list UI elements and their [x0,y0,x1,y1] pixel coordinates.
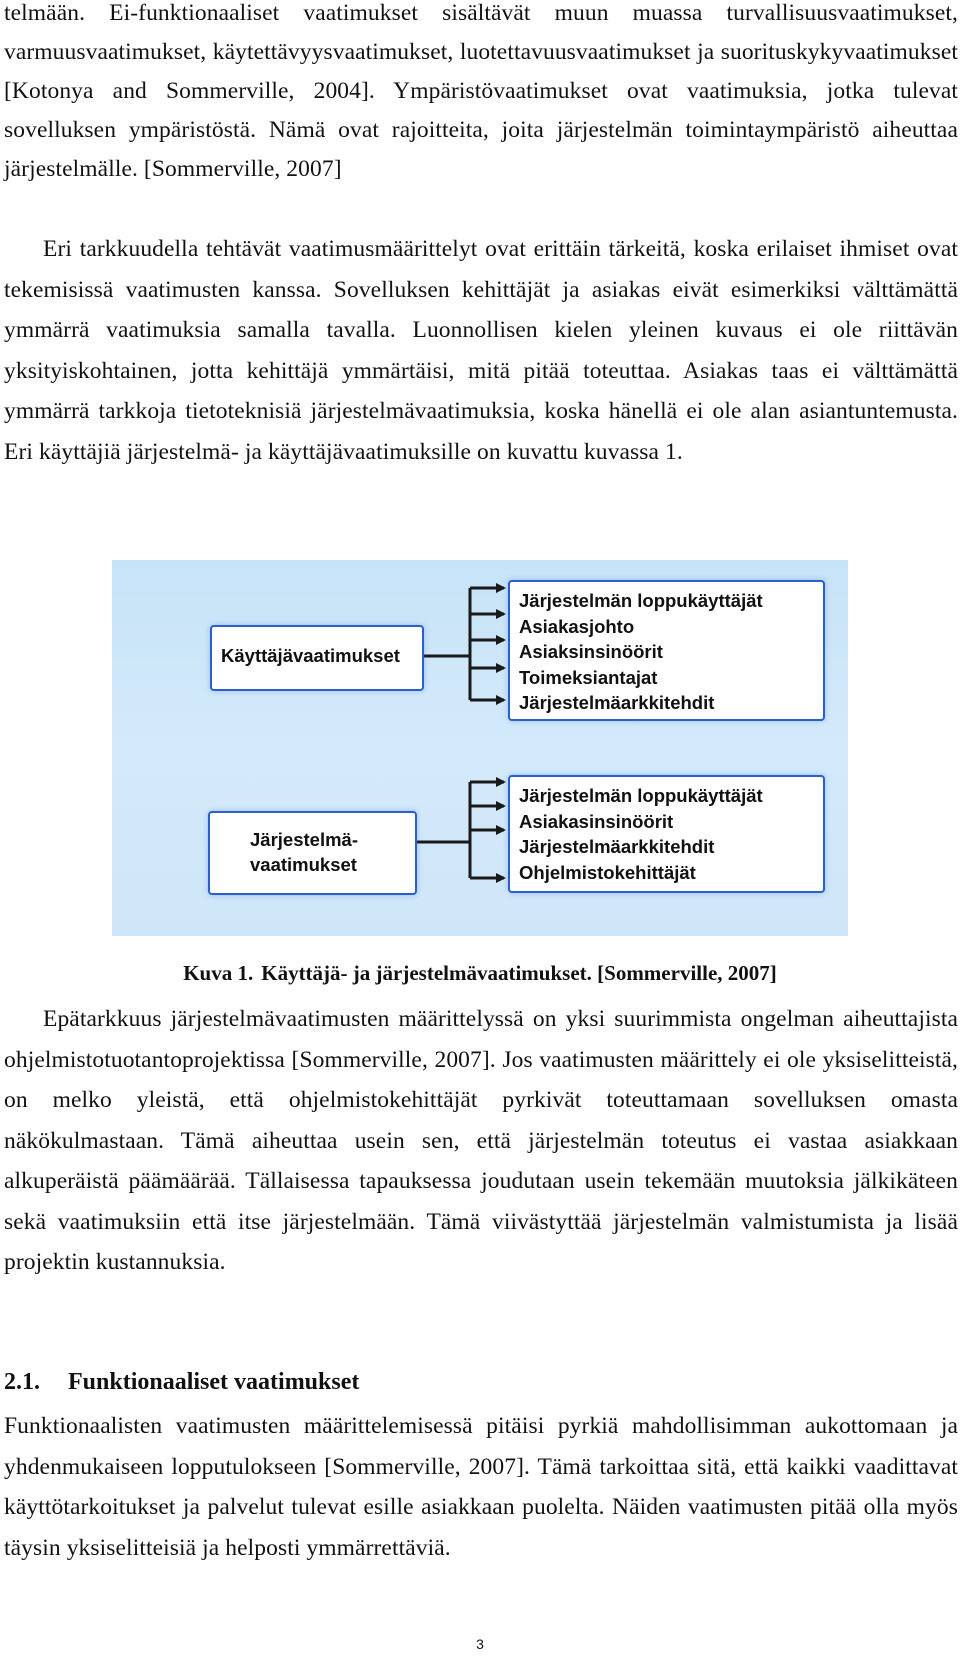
paragraph-inaccuracy: Epätarkkuus järjestelmävaatimusten määrittelyssä on yksi suurimmista ongelman aiheuttajista ohjelmistotuotantoprojektissa [Sommerville, 2007]. Jos vaatimusten määrittely ei ole yksiselitteistä, on melko yleistä, että ohjelmistokehittäjät pyrkivät toteuttamaan sovelluksen omasta näkökulmastaan. Tämä aiheuttaa usein sen, että järjestelmän toteutus ei vastaa asiakkaan alkuperäistä päämäärää. Tällaisessa tapauksessa joudutaan usein tekemään muutoksia jälkikäteen sekä vaatimuksiin että itse järjestelmään. Tämä viivästyttää järjestelmän valmistumista ja lisää projektin kustannuksia. [4,1006,958,1275]
list-item: Asiakasinsinöörit [519,810,674,832]
paragraph-functional-requirements: Funktionaalisten vaatimusten määrittelemisessä pitäisi pyrkiä mahdollisimman aukottomaan ja yhdenmukaiseen lopputulokseen [Sommerville, 2007]. Tämä tarkoittaa sitä, että kaikki vaadittavat käyttötarkoitukset ja palvelut tulevat esille asiakkaan puolelta. Näiden vaatimusten pitää olla myös täysin yksiselitteisiä ja helposti ymmärrettäviä. [4,1413,958,1561]
user-requirement-readers-box [508,580,825,721]
list-item: Järjestelmäarkkitehdit [519,692,715,713]
system-requirement-readers-list [510,777,823,885]
paragraph-requirement-precision: Eri tarkkuudella tehtävät vaatimusmäärittelyt ovat erittäin tärkeitä, koska erilaiset ihmiset ovat tekemisissä vaatimusten kanssa. Sovelluksen kehittäjät ja asiakas eivät esimerkiksi välttämättä ymmärrä vaatimuksia samalla tavalla. Luonnollisen kielen yleinen kuvaus ei ole riittävän yksityiskohtainen, jotta kehittäjä ymmärtäisi, mitä pitää toteuttaa. Asiakas taas ei välttämättä ymmärrä tarkkoja tietoteknisiä järjestelmävaatimuksia, koska hänellä ei ole alan asiantuntemusta. Eri käyttäjiä järjestelmä- ja käyttäjävaatimuksille on kuvattu kuvassa 1. [4,236,958,465]
caption-text: Käyttäjä- ja järjestelmävaatimukset. [Sommerville, 2007] [261,961,777,985]
intro-paragraph: telmään. Ei-funktionaaliset vaatimukset sisältävät muun muassa turvallisuusvaatimukset, varmuusvaatimukset, käytettävyysvaatimukset, luotettavuusvaatimukset ja suorituskykyvaatimukset [Kotonya and Sommerville, 2004]. Ympäristövaatimukset ovat vaatimuksia, jotka tulevat sovelluksen ympäristöstä. Nämä ovat rajoitteita, joita järjestelmän toimintaympäristö aiheuttaa järjestelmälle. [Sommerville, 2007] [4,0,958,182]
list-item: Asiakasjohto [519,615,635,637]
caption-label: Kuva 1. [183,961,254,985]
figure-requirements-readers [112,560,848,936]
bracket-user-requirements [422,588,504,700]
section-heading [4,1364,359,1400]
figure-caption [0,958,960,988]
system-requirements-box [208,811,417,895]
list-item: Järjestelmäarkkitehdit [519,836,715,857]
user-requirement-readers-list [510,582,823,716]
section-title: Funktionaaliset vaatimukset [68,1369,360,1395]
user-requirements-label: Käyttäjävaatimukset [221,645,400,666]
list-item: Asiaksinsinöörit [519,641,663,662]
list-item: Ohjelmistokehittäjät [519,861,696,883]
page-number: 3 [476,1636,484,1652]
section-number: 2.1. [4,1369,40,1395]
list-item: Toimeksiantajat [519,666,658,688]
system-requirements-label: Järjestelmä- vaatimukset [250,829,358,875]
list-item: Järjestelmän loppukäyttäjät [519,590,763,611]
user-requirements-box [210,625,424,691]
bracket-system-requirements [415,782,504,878]
list-item: Järjestelmän loppukäyttäjät [519,785,763,806]
system-requirement-readers-box [508,775,825,893]
